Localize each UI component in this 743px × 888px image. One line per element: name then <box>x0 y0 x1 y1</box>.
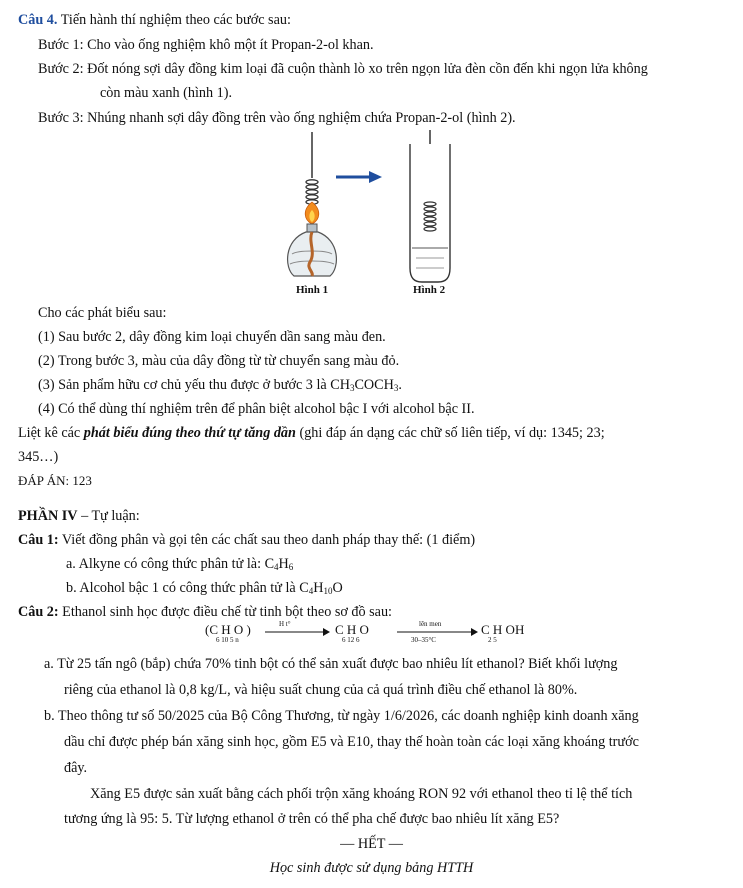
answer: ĐÁP ÁN: 123 <box>18 473 92 488</box>
list-instruction <box>18 425 605 442</box>
c1-a <box>66 556 293 573</box>
c1-b <box>66 580 343 597</box>
c2-b-line2: dầu chỉ được phép bán xăng sinh học, gồm E5 và E10, thay thế hoàn toàn các loại xăng khoáng trước <box>64 734 639 750</box>
subscript: 3 <box>349 383 355 393</box>
c1-text: Viết đồng phân và gọi tên các chất sau theo danh pháp thay thế: (1 điểm) <box>58 532 476 548</box>
e5-line1: Xăng E5 được sản xuất bằng cách phối trộn xăng khoáng RON 92 với ethanol theo tỉ lệ thể tích <box>90 786 633 802</box>
subscript: 10 <box>323 586 333 596</box>
c2-b-line3: đây. <box>64 760 88 776</box>
q4-line <box>18 12 291 29</box>
statement-3-formula: COCH <box>354 377 394 393</box>
c2-text: Ethanol sinh học được điều chế từ tinh bột theo sơ đồ sau: <box>58 604 393 620</box>
c1-a-formula: H <box>278 556 289 572</box>
scheme-glucose: C H O <box>335 622 369 637</box>
list-instruction-post: (ghi đáp án dạng các chữ số liên tiếp, ví dụ: 1345; 23; <box>295 425 605 441</box>
step-2-line2: còn màu xanh (hình 1). <box>100 85 232 101</box>
part-4-subtitle: – Tự luận: <box>77 508 140 524</box>
statement-2: (2) Trong bước 3, màu của dây đồng từ từ chuyển sang màu đỏ. <box>38 353 400 369</box>
arrow-1-conditions: H t° <box>279 620 291 628</box>
subscript: 4 <box>274 562 279 572</box>
scheme-glucose-subscripts: 6 12 6 <box>342 636 360 644</box>
c1-b-text: b. Alcohol bậc 1 có công thức phân tử là C <box>66 580 309 596</box>
reaction-scheme <box>205 620 535 646</box>
statements-intro: Cho các phát biểu sau: <box>38 305 167 321</box>
c2-a-line1: a. Từ 25 tấn ngô (bắp) chứa 70% tinh bột có thể sản xuất được bao nhiêu lít ethanol? Biết khối lượng <box>44 656 618 672</box>
end-marker: — HẾT — <box>340 836 403 852</box>
c1-line <box>18 532 475 549</box>
statement-1: (1) Sau bước 2, dây đồng kim loại chuyển dần sang màu đen. <box>38 329 386 345</box>
q4-intro: Tiến hành thí nghiệm theo các bước sau: <box>60 12 291 28</box>
experiment-illustration <box>270 128 470 298</box>
part-4-heading <box>18 508 140 525</box>
figure-2-label: Hình 2 <box>413 284 446 296</box>
c1-b-formula: H <box>313 580 324 596</box>
arrow-2-temperature: 30–35°C <box>411 636 436 644</box>
list-instruction-line2: 345…) <box>18 449 59 465</box>
step-1: Bước 1: Cho vào ống nghiệm khô một ít Propan-2-ol khan. <box>38 37 374 53</box>
statement-3-text: (3) Sản phẩm hữu cơ chủ yếu thu được ở bước 3 là CH <box>38 377 350 393</box>
subscript: 4 <box>308 586 314 596</box>
c2-a-line2: riêng của ethanol là 0,8 kg/L, và hiệu suất chung của cả quá trình điều chế ethanol là 80%. <box>64 682 578 698</box>
arrow-2-conditions: lên men <box>419 620 442 628</box>
scheme-ethanol-subscripts: 2 5 <box>488 636 497 644</box>
c2-number: Câu 2: <box>18 604 59 620</box>
subscript: 3 <box>393 383 399 393</box>
subscript: 6 <box>288 562 294 572</box>
statement-3-end: . <box>398 377 402 393</box>
part-4-title: PHẦN IV <box>18 508 78 524</box>
figure-1-label: Hình 1 <box>296 284 329 296</box>
arrow-1 <box>263 620 331 640</box>
c1-a-text: a. Alkyne có công thức phân tử là: C <box>66 556 275 572</box>
experiment-figure <box>270 128 470 298</box>
c2-b-line1: b. Theo thông tư số 50/2025 của Bộ Công Thương, từ ngày 1/6/2026, các doanh nghiệp kinh doanh xăng <box>44 708 639 724</box>
q4-number: Câu 4. <box>18 12 58 28</box>
scheme-starch: (C H O ) <box>205 622 251 637</box>
step-3: Bước 3: Nhúng nhanh sợi dây đồng trên vào ống nghiệm chứa Propan-2-ol (hình 2). <box>38 110 516 126</box>
footer-note: Học sinh được sử dụng bảng HTTH <box>269 860 474 876</box>
step-2-line1: Bước 2: Đốt nóng sợi dây đồng kim loại đã cuộn thành lò xo trên ngọn lửa đèn cồn đến khi ngọn lửa không <box>38 61 648 77</box>
scheme-ethanol: C H OH <box>481 622 525 637</box>
e5-line2: tương ứng là 95: 5. Từ lượng ethanol ở trên có thể pha chế được bao nhiêu lít xăng E5? <box>64 811 560 827</box>
list-instruction-pre: Liệt kê các <box>18 425 84 441</box>
statement-3 <box>38 377 402 394</box>
statement-4: (4) Có thể dùng thí nghiệm trên để phân biệt alcohol bậc I với alcohol bậc II. <box>38 401 475 417</box>
scheme-starch-subscripts: 6 10 5 n <box>216 636 239 644</box>
c2-line <box>18 604 392 621</box>
c1-number: Câu 1: <box>18 532 59 548</box>
list-instruction-emphasis: phát biểu đúng theo thứ tự tăng dần <box>83 425 296 441</box>
c1-b-formula-end: O <box>332 580 343 596</box>
